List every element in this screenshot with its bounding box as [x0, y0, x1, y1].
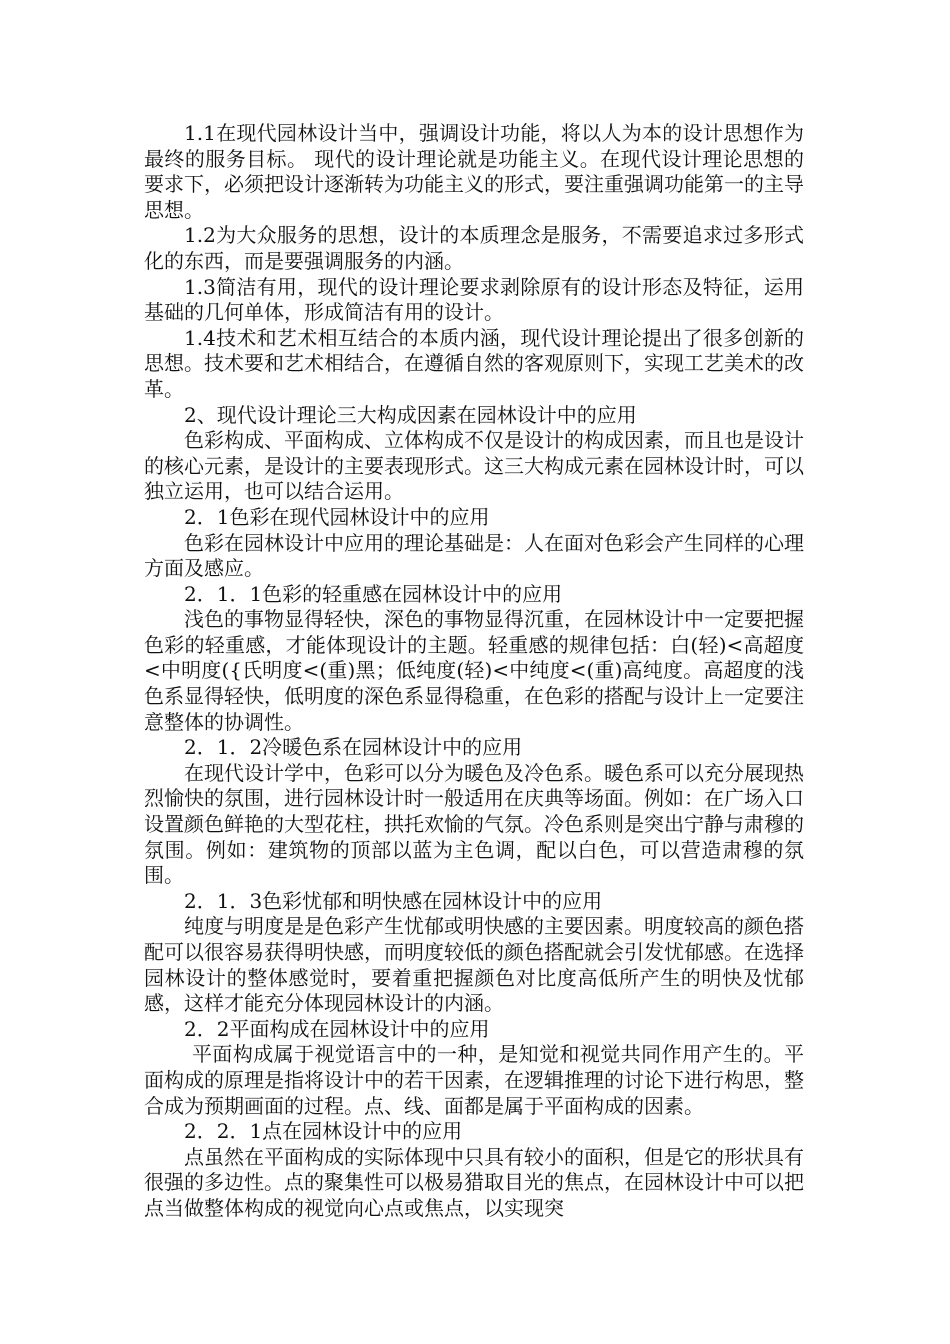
heading-2-1-3: 2．1．3色彩忧郁和明快感在园林设计中的应用 [184, 888, 603, 913]
paragraph-1-4: 1.4技术和艺术相互结合的本质内涵，现代设计理论提出了很多创新的思想。技术要和艺术相结合，在遵循自然的客观原则下，实现工艺美术的改革。 [144, 325, 804, 401]
paragraph-1-2: 1.2为大众服务的思想，设计的本质理念是服务，不需要追求过多形式化的东西，而是要强调服务的内涵。 [144, 223, 804, 273]
paragraph-2-2: 平面构成属于视觉语言中的一种，是知觉和视觉共同作用产生的。平面构成的原理是指将设计中的若干因素，在逻辑推理的讨论下进行构思，整合成为预期画面的过程。点、线、面都是属于平面构成的因素。 [144, 1042, 804, 1118]
paragraph-2-intro: 色彩构成、平面构成、立体构成不仅是设计的构成因素，而且也是设计的核心元素，是设计的主要表现形式。这三大构成元素在园林设计时，可以独立运用，也可以结合运用。 [144, 428, 804, 504]
heading-2-1-2: 2．1．2冷暖色系在园林设计中的应用 [184, 735, 523, 760]
paragraph-2-1: 色彩在园林设计中应用的理论基础是：人在面对色彩会产生同样的心理方面及感应。 [144, 530, 804, 581]
paragraph-1-1: 1.1在现代园林设计当中，强调设计功能，将以人为本的设计思想作为最终的服务目标。 现代的设计理论就是功能主义。在现代设计理论思想的要求下，必须把设计逐渐转为功能主义的形式，要注重强调功能第一的主导思想。 [144, 121, 804, 222]
paragraph-2-1-3: 纯度与明度是是色彩产生忧郁或明快感的主要因素。明度较高的颜色搭配可以很容易获得明快感，而明度较低的颜色搭配就会引发忧郁感。在选择园林设计的整体感觉时，要着重把握颜色对比度高低所产生的明快及忧郁感，这样才能充分体现园林设计的内涵。 [144, 914, 804, 1016]
paragraph-2-2-1: 点虽然在平面构成的实际体现中只具有较小的面积，但是它的形状具有很强的多边性。点的聚集性可以极易猎取目光的焦点，在园林设计中可以把点当做整体构成的视觉向心点或焦点，以实现突 [144, 1144, 804, 1220]
heading-2-1-1: 2．1．1色彩的轻重感在园林设计中的应用 [184, 581, 563, 606]
paragraph-2-1-1: 浅色的事物显得轻快，深色的事物显得沉重，在园林设计中一定要把握色彩的轻重感，才能体现设计的主题。轻重感的规律包括：白(轻)<高超度<中明度({氏明度<(重)黑；低纯度(轻)<中纯度<(重)高纯度。高超度的浅色系显得轻快，低明度的深色系显得稳重，在色彩的搭配与设计上一定要注意整体的协调性。 [144, 607, 804, 734]
heading-2-2-1: 2．2．1点在园林设计中的应用 [184, 1119, 463, 1144]
heading-2-1: 2．1色彩在现代园林设计中的应用 [184, 504, 490, 529]
paragraph-1-3: 1.3简洁有用，现代的设计理论要求剥除原有的设计形态及特征，运用基础的几何单体，形成简洁有用的设计。 [144, 274, 804, 325]
section-heading-2: 2、现代设计理论三大构成因素在园林设计中的应用 [184, 402, 637, 427]
paragraph-2-1-2: 在现代设计学中，色彩可以分为暖色及冷色系。暖色系可以充分展现热烈愉快的氛围，进行园林设计时一般适用在庆典等场面。例如：在广场入口设置颜色鲜艳的大型花柱，拱托欢愉的气氛。冷色系则是突出宁静与肃穆的氛围。例如：建筑物的顶部以蓝为主色调，配以白色，可以营造肃穆的氛围。 [144, 760, 804, 888]
heading-2-2: 2．2平面构成在园林设计中的应用 [184, 1016, 490, 1041]
body-text [144, 121, 804, 1222]
